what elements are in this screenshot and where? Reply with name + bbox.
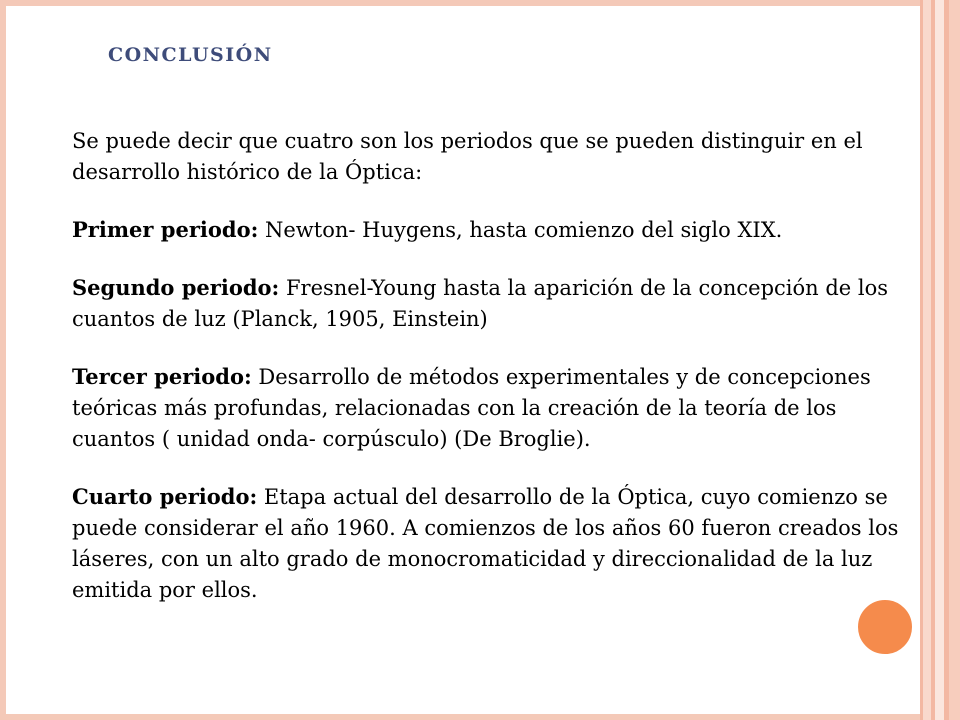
intro-paragraph: Se puede decir que cuatro son los periodos que se pueden distinguir en el desarrollo histórico de la Óptica: — [72, 129, 863, 184]
stripe — [949, 0, 960, 720]
decorative-stripes — [920, 0, 960, 720]
period-label: Cuarto periodo: — [72, 484, 258, 509]
slide-frame-top — [0, 0, 922, 6]
slide-frame-bottom — [0, 714, 922, 720]
slide-title: CONCLUSIÓN — [108, 44, 273, 66]
period-text: Desarrollo de métodos experimentales y de concepciones teóricas más profundas, relacionadas con la creación de la teoría de los cuantos ( unidad onda- corpúsculo) (De Broglie). — [72, 365, 871, 451]
period-paragraph-2 — [72, 272, 902, 335]
period-text: Fresnel-Young hasta la aparición de la concepción de los cuantos de luz (Planck, 1905, Einstein) — [72, 276, 889, 331]
slide-frame-left — [0, 0, 6, 720]
period-paragraph-3 — [72, 361, 902, 455]
slide-body — [72, 126, 902, 632]
period-paragraph-1 — [72, 214, 902, 246]
period-paragraph-4 — [72, 481, 902, 606]
stripe — [923, 0, 931, 720]
period-label: Primer periodo: — [72, 217, 259, 242]
period-text: Newton- Huygens, hasta comienzo del siglo XIX. — [258, 218, 783, 242]
period-label: Tercer periodo: — [72, 364, 252, 389]
period-text: Etapa actual del desarrollo de la Óptica, cuyo comienzo se puede considerar el año 1960. A comienzos de los años 60 fueron creados los láseres, con un alto grado de monocromaticidad y direccionalidad de la luz emitida por ellos. — [72, 485, 899, 602]
period-label: Segundo periodo: — [72, 275, 280, 300]
stripe — [935, 0, 944, 720]
